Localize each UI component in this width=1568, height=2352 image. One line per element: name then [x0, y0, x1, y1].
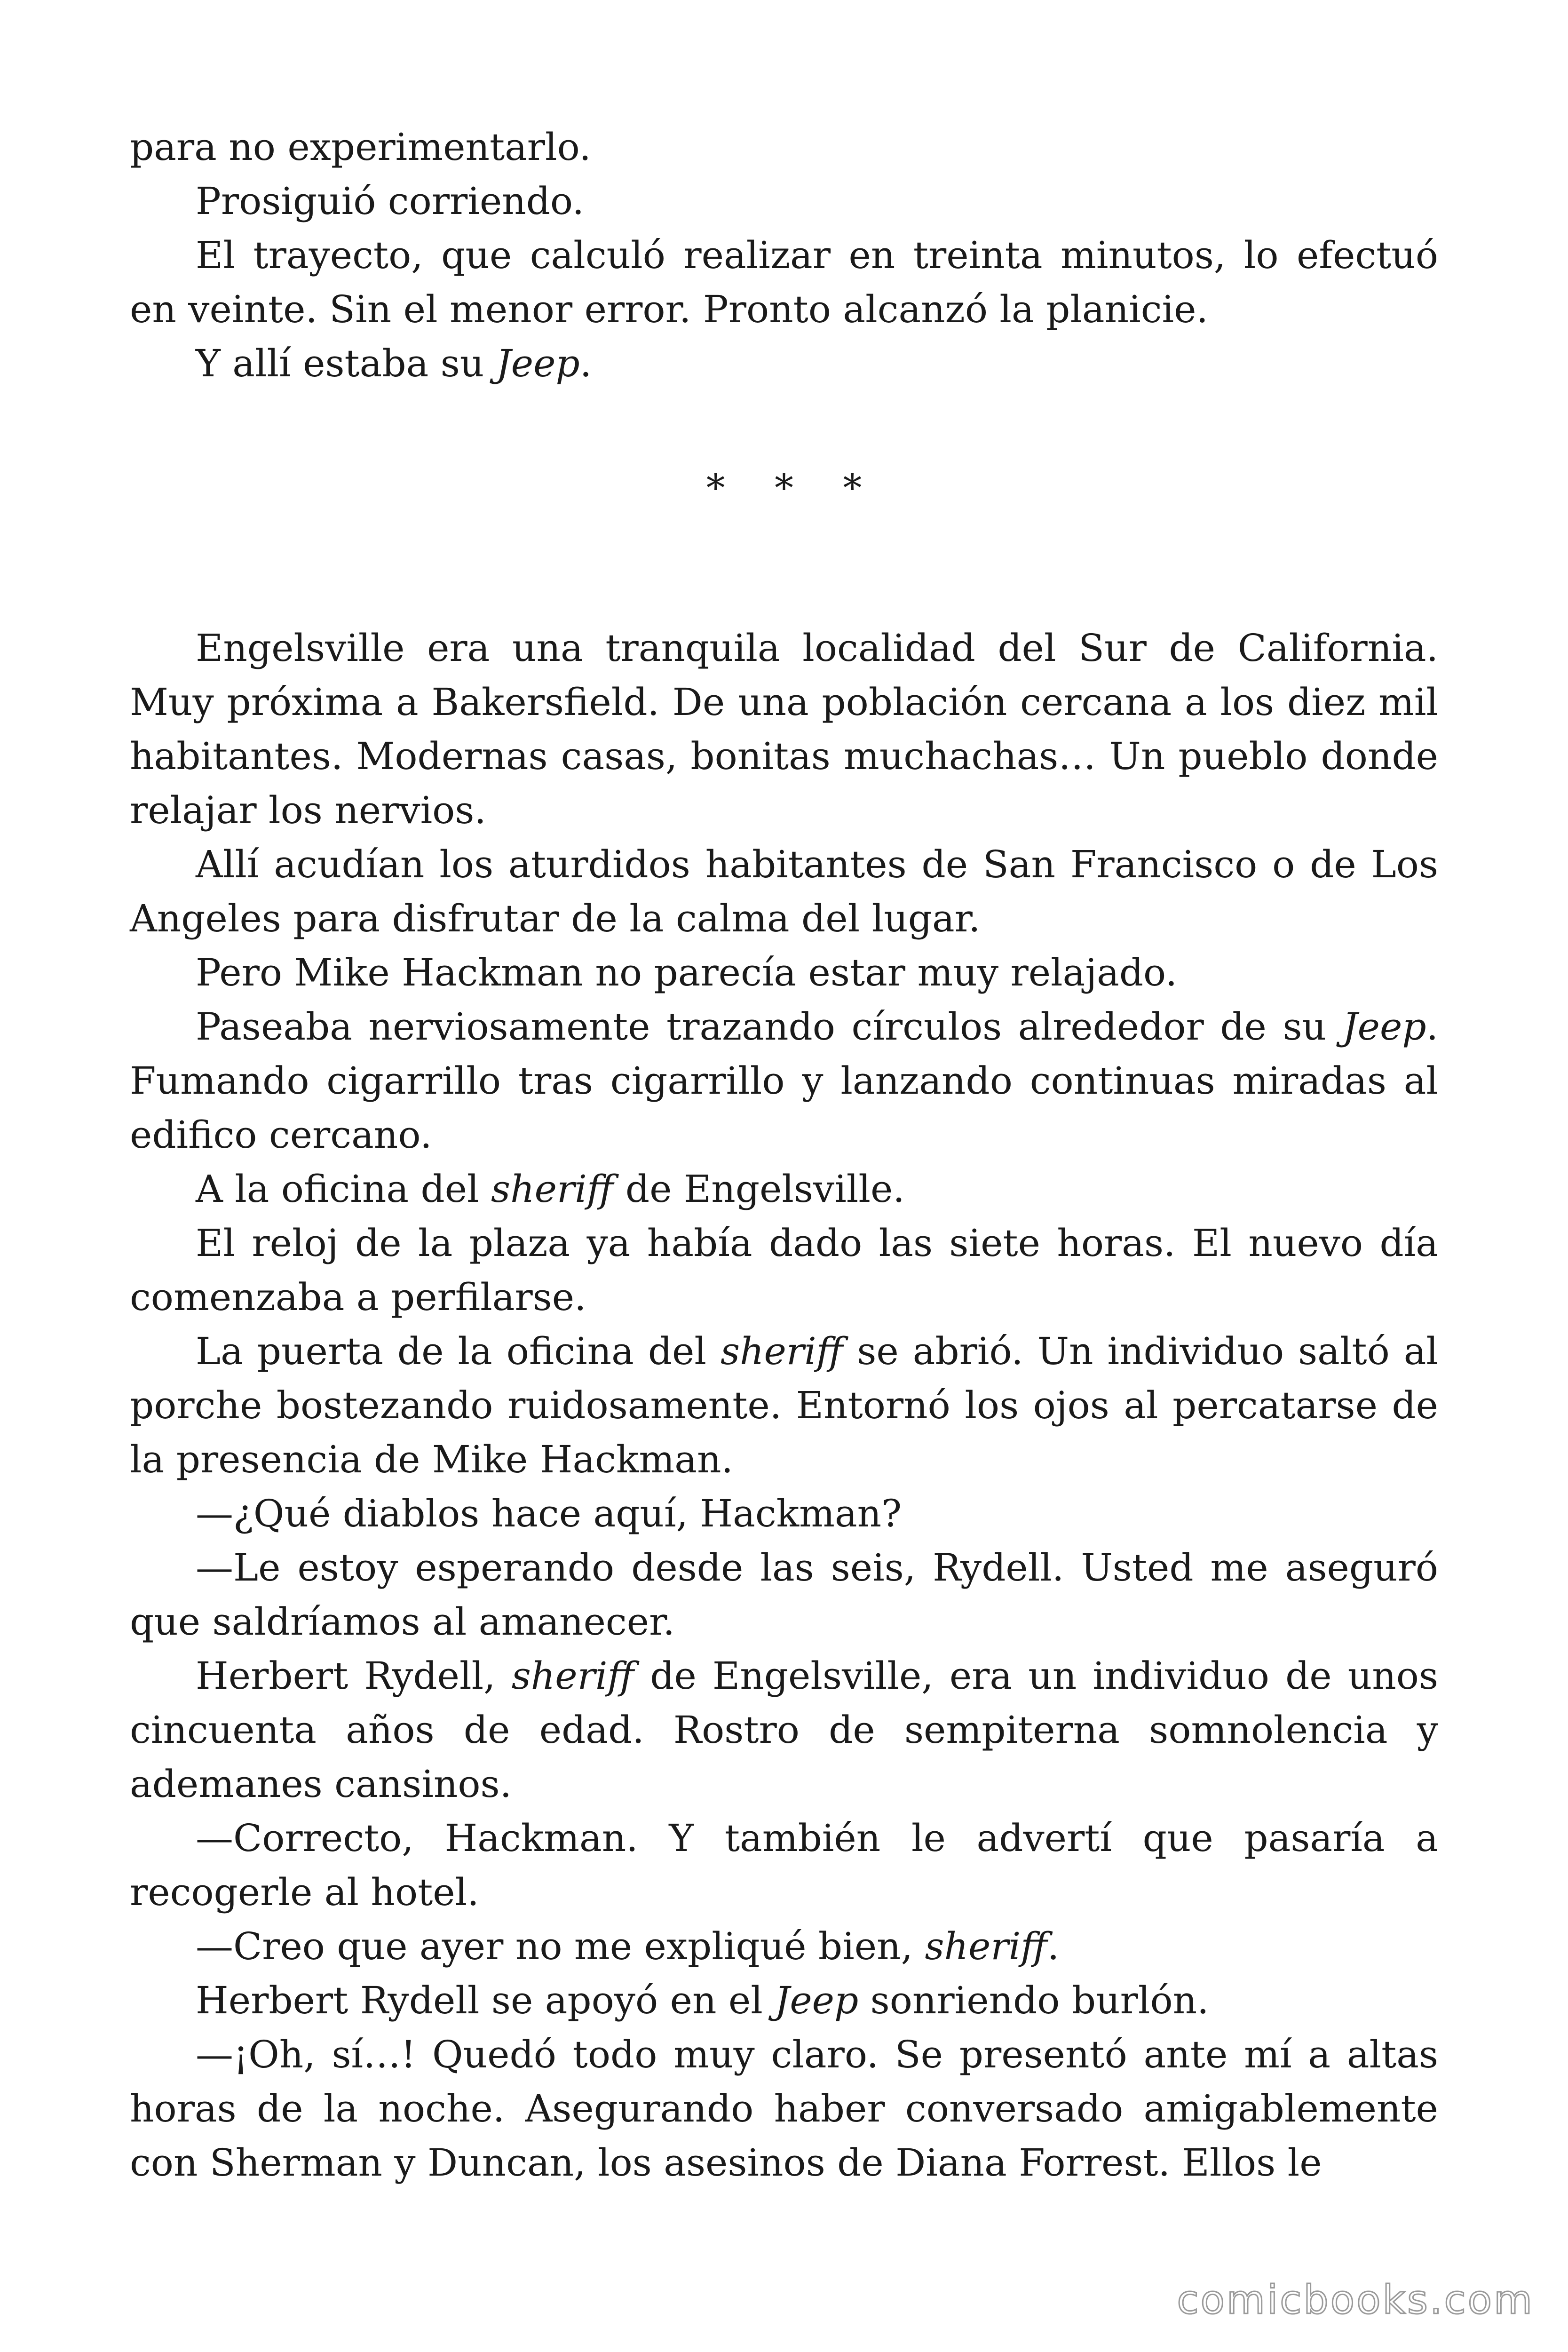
watermark-logo: comicbooks.com [1177, 2277, 1534, 2323]
italic-text: Jeep [775, 1979, 859, 2022]
paragraph [130, 837, 1438, 946]
paragraph [130, 1919, 1438, 1973]
paragraph [130, 1811, 1438, 1919]
italic-text: Jeep [496, 342, 580, 385]
text-block-bottom [130, 621, 1438, 2190]
text-run: Prosiguió corriendo. [196, 179, 585, 223]
paragraph [130, 1973, 1438, 2027]
text-run: para no experimentarlo. [130, 125, 591, 169]
paragraph [130, 228, 1438, 336]
paragraph [130, 2027, 1438, 2190]
paragraph [130, 336, 1438, 390]
section-break: * * * [706, 466, 881, 510]
text-run: Pero Mike Hackman no parecía estar muy relajado. [196, 951, 1178, 994]
paragraph [130, 1000, 1438, 1162]
text-run: Herbert Rydell se apoyó en el [196, 1979, 775, 2022]
paragraph [130, 174, 1438, 228]
paragraph [130, 1649, 1438, 1811]
text-run: El reloj de la plaza ya había dado las siete horas. El nuevo día comenzaba a perfilarse. [130, 1221, 1438, 1319]
text-run: . [579, 342, 592, 385]
text-run: —Creo que ayer no me expliqué bien, [196, 1924, 925, 1968]
page-body [130, 120, 1438, 2190]
text-run: sonriendo burlón. [858, 1979, 1209, 2022]
text-run: A la oficina del [196, 1167, 491, 1211]
text-run: —¿Qué diablos hace aquí, Hackman? [196, 1492, 902, 1535]
text-run: El trayecto, que calculó realizar en treinta minutos, lo efectuó en veinte. Sin el menor error. Pronto alcanzó la planicie. [130, 233, 1438, 331]
text-run: se abrió. Un individuo saltó al porche bostezando ruidosamente. Entornó los ojos al percatarse de la presencia de Mike Hackman. [130, 1329, 1438, 1481]
italic-text: sheriff [925, 1924, 1047, 1968]
paragraph [130, 1486, 1438, 1541]
paragraph [130, 1216, 1438, 1324]
paragraph [130, 946, 1438, 1000]
text-run: Allí acudían los aturdidos habitantes de San Francisco o de Los Angeles para disfrutar de la calma del lugar. [130, 842, 1438, 940]
italic-text: sheriff [720, 1329, 843, 1373]
text-run: Paseaba nerviosamente trazando círculos alrededor de su [196, 1005, 1343, 1049]
paragraph [130, 621, 1438, 837]
text-run: . [1047, 1924, 1060, 1968]
text-run: Y allí estaba su [196, 342, 496, 385]
text-run: de Engelsville, era un individuo de unos cincuenta años de edad. Rostro de sempiterna somnolencia y ademanes cansinos. [130, 1654, 1438, 1806]
paragraph [130, 1324, 1438, 1486]
text-run: —¡Oh, sí…! Quedó todo muy claro. Se presentó ante mí a altas horas de la noche. Asegurando haber conversado amigablemente con Sherman y Duncan, los asesinos de Diana Forrest. Ellos le [130, 2033, 1438, 2185]
paragraph [130, 120, 1438, 174]
text-run: Engelsville era una tranquila localidad del Sur de California. Muy próxima a Bakersfield. De una población cercana a los diez mil habitantes. Modernas casas, bonitas muchachas… Un pueblo donde relajar los nervios. [130, 626, 1438, 832]
text-run: Herbert Rydell, [196, 1654, 512, 1698]
italic-text: sheriff [491, 1167, 614, 1211]
text-block-top [130, 120, 1438, 390]
text-run: —Le estoy esperando desde las seis, Rydell. Usted me aseguró que saldríamos al amanecer. [130, 1546, 1438, 1644]
text-run: —Correcto, Hackman. Y también le advertí que pasaría a recogerle al hotel. [130, 1816, 1438, 1914]
paragraph [130, 1162, 1438, 1216]
italic-text: Jeep [1342, 1005, 1426, 1049]
italic-text: sheriff [511, 1654, 634, 1698]
paragraph [130, 1541, 1438, 1649]
text-run: de Engelsville. [613, 1167, 905, 1211]
text-run: . Fumando cigarrillo tras cigarrillo y lanzando continuas miradas al edifico cercano. [130, 1005, 1438, 1157]
text-run: La puerta de la oficina del [196, 1329, 721, 1373]
